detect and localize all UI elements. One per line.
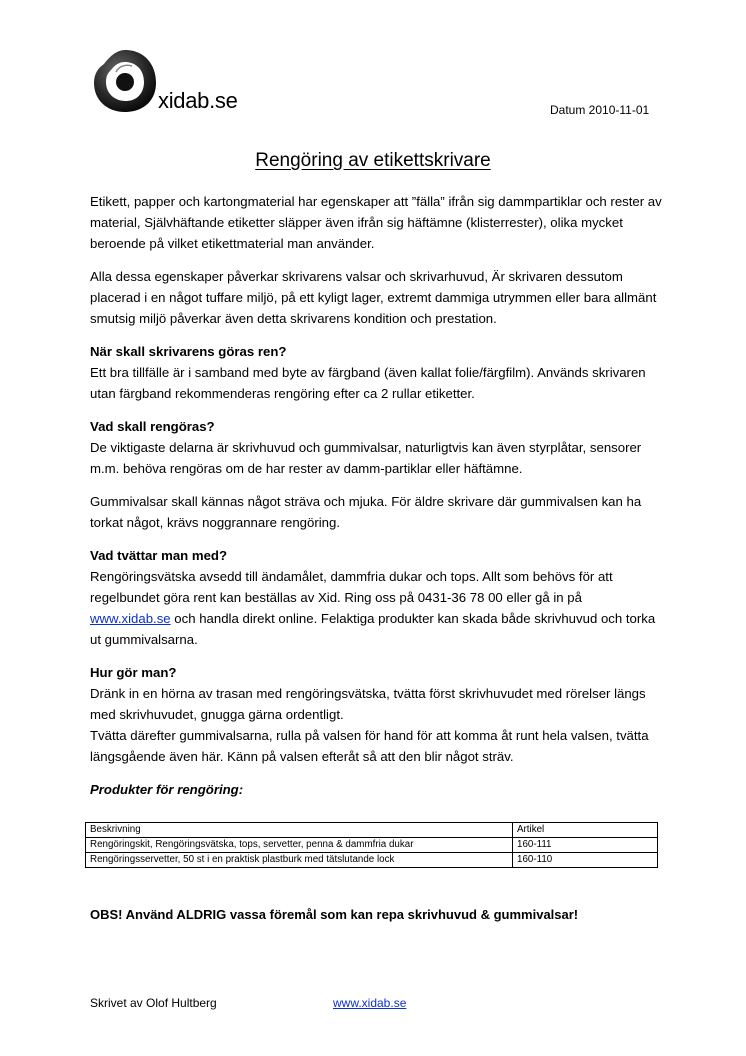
section-with-text-after: och handla direkt online. Felaktiga produkter kan skada både skrivhuvud och torka ut gummivalsarna. (90, 611, 656, 647)
product-article-number: 160-110 (513, 853, 658, 868)
section-how-heading: Hur gör man? (90, 665, 177, 680)
table-row (86, 853, 658, 868)
website-link[interactable]: www.xidab.se (90, 611, 171, 626)
section-what (90, 416, 665, 479)
product-article-number: 160-111 (513, 838, 658, 853)
section-with-text-before: Rengöringsvätska avsedd till ändamålet, dammfria dukar och tops. Allt som behövs för att regelbundet göra rent kan beställas av Xid. Ring oss på 0431-36 78 00 eller gå in på (90, 569, 613, 605)
xid-logo-mark-icon (92, 48, 158, 114)
section-what-text-2: Gummivalsar skall kännas något sträva och mjuka. För äldre skrivare där gummivalsen kan ha torkat något, krävs noggrannare rengöring. (90, 494, 642, 530)
section-with (90, 545, 665, 650)
section-when-heading: När skall skrivarens göras ren? (90, 344, 287, 359)
products-table (85, 822, 658, 868)
section-with-heading: Vad tvättar man med? (90, 548, 228, 563)
section-how-line-1: Dränk in en hörna av trasan med rengöringsvätska, tvätta först skrivhuvudet med rörelser längs med skrivhuvudet, gnugga gärna ordentligt. (90, 686, 646, 722)
section-how-line-2: Tvätta därefter gummivalsarna, rulla på valsen för hand för att komma åt runt hela valsen, tvätta längsgående även här. Känn på valsen efteråt så att den blir något sträv. (90, 728, 649, 764)
intro-paragraph-2: Alla dessa egenskaper påverkar skrivarens valsar och skrivarhuvud, Är skrivaren dessutom placerad i en något tuffare miljö, på ett kyligt lager, extremt dammiga utrymmen eller bara allmänt smutsig miljö påverkar även detta skrivarens kondition och prestation. (90, 269, 657, 326)
intro-paragraph-1: Etikett, papper och kartongmaterial har egenskaper att ”fälla” ifrån sig dammpartiklar och rester av material, Självhäftande etiketter släpper även ifrån sig häftämne (klisterrester), olika mycket beroende på vilket etikettmaterial man använder. (90, 194, 662, 251)
table-row (86, 838, 658, 853)
table-header-row (86, 823, 658, 838)
warning-notice: OBS! Använd ALDRIG vassa föremål som kan repa skrivhuvud & gummivalsar! (90, 907, 579, 922)
logo-text: xidab.se (158, 88, 238, 113)
product-description: Rengöringskit, Rengöringsvätska, tops, servetter, penna & dammfria dukar (86, 838, 513, 853)
company-logo (88, 44, 238, 118)
footer-website-link[interactable]: www.xidab.se (333, 996, 407, 1010)
page-title: Rengöring av etikettskrivare (255, 150, 491, 171)
section-when-text: Ett bra tillfälle är i samband med byte av färgband (även kallat folie/färgfilm). Används skrivaren utan färgband rekommenderas rengöring efter ca 2 rullar etiketter. (90, 365, 646, 401)
section-when (90, 341, 665, 404)
document-body (90, 191, 665, 812)
section-how (90, 662, 665, 767)
document-date: Datum 2010-11-01 (550, 103, 650, 117)
column-header-description: Beskrivning (86, 823, 513, 838)
column-header-article: Artikel (513, 823, 658, 838)
section-what-text: De viktigaste delarna är skrivhuvud och gummivalsar, naturligtvis kan även styrplåtar, sensorer m.m. behöva rengöras om de har rester av damm-partiklar eller häftämne. (90, 440, 642, 476)
section-what-heading: Vad skall rengöras? (90, 419, 215, 434)
product-description: Rengöringsservetter, 50 st i en praktisk plastburk med tätslutande lock (86, 853, 513, 868)
footer-author: Skrivet av Olof Hultberg (90, 996, 217, 1010)
products-heading: Produkter för rengöring: (90, 782, 244, 797)
